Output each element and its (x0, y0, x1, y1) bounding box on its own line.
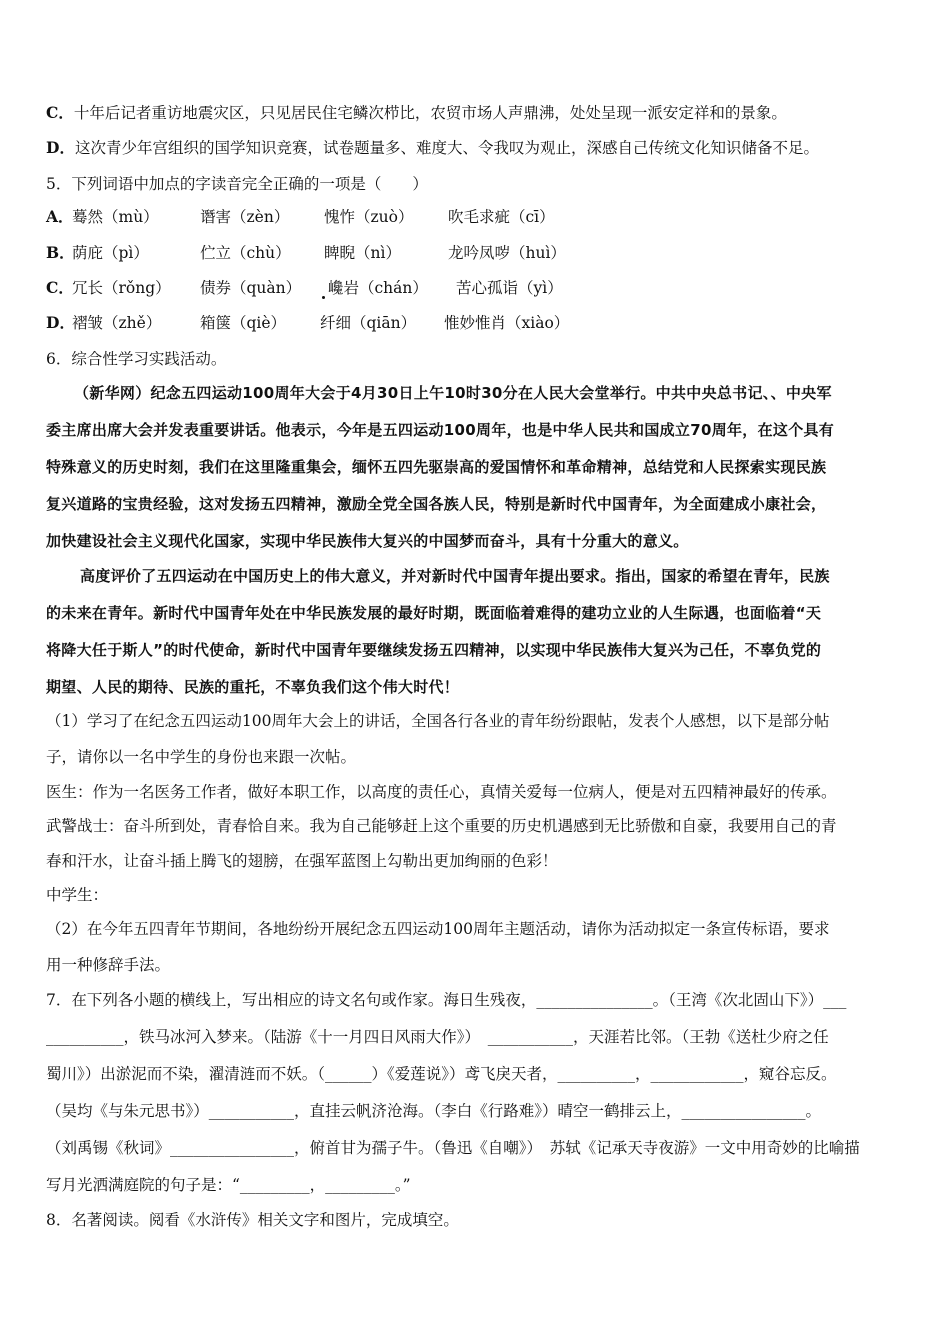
passage-line: 将降大任于斯人”的时代使命，新时代中国青年要继续发扬五四精神，以实现中华民族伟大复兴为己任，不辜负党的 (46, 641, 822, 659)
option-word: 蓦然（mù） (72, 208, 159, 226)
student-post: 中学生： (46, 886, 109, 904)
option-label: D． (46, 313, 75, 332)
option-label: B． (46, 243, 75, 262)
passage-line: 复兴道路的宝贵经验，这对发扬五四精神，激励全党全国各族人民，特别是新时代中国青年，为全面建成小康社会， (46, 495, 827, 513)
option-word: 荫庇（pì） (72, 244, 149, 262)
passage-line: 委主席出席大会并发表重要讲话。他表示，今年是五四运动100周年，也是中华人民共和国成立70周年，在这个具有 (46, 421, 835, 439)
emphasis-dot (322, 296, 325, 299)
passage-line: 期望、人民的期待、民族的重托，不辜负我们这个伟大时代！ (46, 678, 460, 696)
option-word: 惟妙惟肖（xiào） (444, 314, 570, 332)
question-7-line: （吴均《与朱元思书》）___________，直挂云帆济沧海。（李白《行路难》）晴空一鹤排云上，________________。 (46, 1102, 822, 1120)
q6-part1-line: 子，请你以一名中学生的身份也来跟一次帖。 (46, 748, 357, 766)
q6-part2-line: （2）在今年五四青年节期间，各地纷纷开展纪念五四运动100周年主题活动，请你为活动拟定一条宣传标语，要求 (46, 920, 830, 938)
soldier-post: 春和汗水，让奋斗插上腾飞的翅膀，在强军蓝图上勾勒出更加绚丽的色彩！ (46, 852, 558, 870)
option-letter: C． (46, 103, 74, 122)
option-word: 纤细（qiān） (320, 314, 417, 332)
doctor-post: 医生：作为一名医务工作者，做好本职工作，以高度的责任心，真情关爱每一位病人，便是对五四精神最好的传承。 (46, 783, 837, 801)
soldier-post: 武警战士：奋斗所到处，青春恰自来。我为自己能够赶上这个重要的历史机遇感到无比骄傲和自豪，我要用自己的青 (46, 817, 837, 835)
question-7-line: __________，铁马冰河入梦来。（陆游《十一月四日风雨大作》） ___________，天涯若比邻。（王勃《送杜少府之任 (46, 1028, 829, 1046)
question-6-stem: 6．综合性学习实践活动。 (46, 350, 227, 368)
option-word: 巉岩（chán） (328, 279, 428, 297)
option-word: 冗长（rǒng） (72, 279, 171, 297)
option-word: 伫立（chù） (200, 244, 291, 262)
option-word: 愧怍（zuò） (324, 208, 414, 226)
question-7-line: 蜀川》）出淤泥而不染，濯清涟而不妖。（______）《爱莲说》）鸢飞戾天者，__________，____________，窥谷忘反。 (46, 1065, 837, 1083)
passage-line: 高度评价了五四运动在中国历史上的伟大意义，并对新时代中国青年提出要求。指出，国家的希望在青年，民族 (80, 567, 830, 585)
passage-line: （新华网）纪念五四运动100周年大会于4月30日上午10时30分在人民大会堂举行。中共中央总书记、、中央军 (74, 384, 832, 402)
option-word: 苦心孤诣（yì） (456, 279, 563, 297)
question-7-line: 7．在下列各小题的横线上，写出相应的诗文名句或作家。海日生残夜，_______________。（王湾《次北固山下》）___ (46, 991, 847, 1009)
q6-part1-line: （1）学习了在纪念五四运动100周年大会上的讲话，全国各行各业的青年纷纷跟帖，发表个人感想，以下是部分帖 (46, 712, 830, 730)
option-c-text: C．十年后记者重访地震灾区，只见居民住宅鳞次栉比，农贸市场人声鼎沸，处处呈现一派安定祥和的景象。 (46, 103, 787, 122)
option-word: 箱箧（qiè） (200, 314, 287, 332)
passage-line: 的未来在青年。新时代中国青年处在中华民族发展的最好时期，既面临着难得的建功立业的人生际遇，也面临着“天 (46, 604, 822, 622)
question-7-line: 写月光洒满庭院的句子是：“_________，_________。” (46, 1176, 411, 1194)
question-8-stem: 8．名著阅读。阅看《水浒传》相关文字和图片，完成填空。 (46, 1211, 459, 1229)
option-d-text: D．这次青少年宫组织的国学知识竞赛，试卷题量多、难度大、令我叹为观止，深感自己传统文化知识储备不足。 (46, 138, 819, 157)
option-word: 吹毛求疵（cī） (448, 208, 555, 226)
option-label: C． (46, 278, 74, 297)
option-word: 债券（quàn） (200, 279, 302, 297)
q6-part2-line: 用一种修辞手法。 (46, 956, 171, 974)
option-word: 谮害（zèn） (200, 208, 290, 226)
option-label: A． (46, 207, 74, 226)
question-7-line: （刘禹锡《秋词》________________，俯首甘为孺子牛。（鲁迅《自嘲》） 苏轼《记承天寺夜游》一文中用奇妙的比喻描 (46, 1139, 860, 1157)
passage-line: 特殊意义的历史时刻，我们在这里隆重集会，缅怀五四先驱崇高的爱国情怀和革命精神，总结党和人民探索实现民族 (46, 458, 827, 476)
option-word: 龙吟凤哕（huì） (448, 244, 566, 262)
question-5-stem: 5．下列词语中加点的字读音完全正确的一项是（ ） (46, 175, 428, 193)
option-word: 睥睨（nì） (324, 244, 401, 262)
option-word: 褶皱（zhě） (72, 314, 162, 332)
passage-line: 加快建设社会主义现代化国家，实现中华民族伟大复兴的中国梦而奋斗，具有十分重大的意义。 (46, 532, 689, 550)
option-letter: D． (46, 138, 75, 157)
